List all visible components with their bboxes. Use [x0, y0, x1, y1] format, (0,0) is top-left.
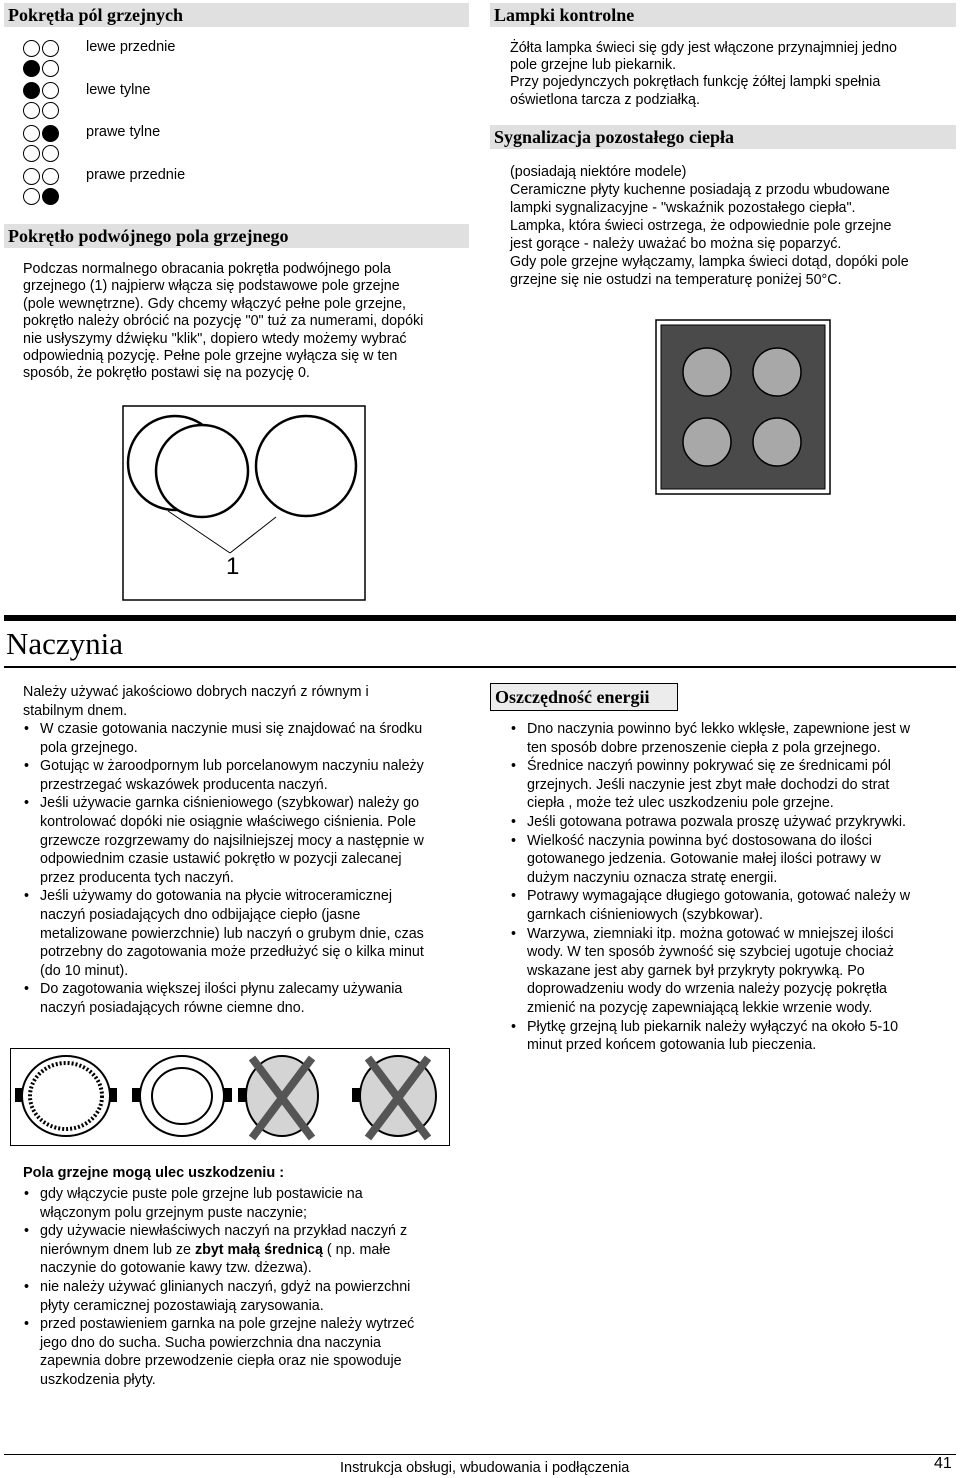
pots-section-title: Naczynia	[6, 626, 124, 661]
knob-label-right-rear: prawe tylne	[86, 124, 161, 140]
page-number: 41	[934, 1455, 952, 1472]
pots-intro: Należy używać jakościowo dobrych naczyń z równym i stabilnym dnem.	[23, 684, 369, 719]
list-item: • Jeśli używacie garnka ciśnieniowego (szybkowar) należy go kontrolować dopóki nie osiągnie właściwego ciśnienia. Pole grzewcze rozgrzewamy do najsilniejszej mocy a następnie w odpowiednim czasie ustawić pokrętło w pozycji zalecanej przez producenta tych naczyń.	[23, 794, 473, 887]
dual-zone-section-title: Pokrętło podwójnego pola grzejnego	[4, 224, 469, 248]
dual-zone-figure-label: 1	[226, 553, 240, 580]
lamps-text: Żółta lampka świeci się gdy jest włączone przynajmniej jedno pole grzejne lub piekarnik. Przy pojedynczych pokrętłach funkcję żółtej lampki spełnia oświetlona tarcza z podziałką.	[510, 40, 897, 108]
list-item: • Średnice naczyń powinny pokrywać się ze średnicami pól grzejnych. Jeśli naczynie jest zbyt małe dochodzi do strat ciepła , może też ulec uszkodzeniu pole grzejne.	[510, 757, 956, 813]
list-item: • gdy używacie niewłaściwych naczyń na przykład naczyń z nierównym dnem lub ze zbyt małą średnicą ( np. małe naczynie do gotowanie kawy tzw. dżezwa).	[23, 1222, 483, 1278]
list-item: • Płytkę grzejną lub piekarnik należy wyłączyć na około 5-10 minut przed końcem gotowania lub pieczenia.	[510, 1018, 956, 1055]
section-divider-thin	[4, 666, 956, 668]
list-item: • nie należy używać glinianych naczyń, gdyż na powierzchni płyty ceramicznej pozostawiają zarysowania.	[23, 1278, 483, 1315]
knob-label-left-front: lewe przednie	[86, 39, 176, 55]
list-item: • W czasie gotowania naczynie musi się znajdować na środku pola grzejnego.	[23, 720, 473, 757]
list-item: • Do zagotowania większej ilości płynu zalecamy używania naczyń posiadających równe ciemne dno.	[23, 980, 473, 1017]
cookware-illustration	[10, 1048, 450, 1146]
knob-label-right-front: prawe przednie	[86, 167, 186, 183]
footer-rule	[4, 1454, 956, 1455]
footer-text: Instrukcja obsługi, wbudowania i podłączenia	[340, 1460, 630, 1476]
list-item: • gdy włączycie puste pole grzejne lub postawicie na włączonym polu grzejnym puste naczynie;	[23, 1185, 483, 1222]
list-item: • przed postawieniem garnka na pole grzejne należy wytrzeć jego dno do sucha. Sucha powierzchnia dna naczynia zapewnia dobre przewodzenie ciepła oraz nie spowoduje uszkodzenia płyty.	[23, 1315, 483, 1389]
list-item: • Potrawy wymagające długiego gotowania, gotować należy w garnkach ciśnieniowych (szybkowar).	[510, 887, 956, 924]
list-item: • Gotując w żaroodpornym lub porcelanowym naczyniu należy przestrzegać wskazówek producenta naczyń.	[23, 757, 473, 794]
knobs-section-title: Pokrętła pól grzejnych	[4, 3, 469, 27]
knob-label-left-rear: lewe tylne	[86, 82, 151, 98]
list-item: • Warzywa, ziemniaki itp. można gotować w mniejszej ilości wody. W ten sposób żywność się szybciej ugotuje chociaż wskazane jest aby garnek był przykryty pokrywką. Po doprowadzeniu wody do wrzenia należy pozycję pokrętła zmienić na pozycję zapewniającą lekkie wrzenie wody.	[510, 925, 956, 1018]
section-divider	[4, 615, 956, 621]
list-item: • Jeśli używamy do gotowania na płycie witroceramicznej naczyń posiadających dno odbijające ciepło (jasne metalizowane powierzchnie) lub naczyń o grubym dnie, czas potrzebny do zagotowania może przedłużyć się o kilka minut (do 10 minut).	[23, 887, 473, 980]
residual-heat-section-title: Sygnalizacja pozostałego ciepła	[490, 125, 956, 149]
hob-illustration	[655, 319, 831, 495]
list-item: • Jeśli gotowana potrawa pozwala proszę używać przykrywki.	[510, 813, 956, 832]
list-item: • Dno naczynia powinno być lekko wklęsłe, zapewnione jest w ten sposób dobre przenoszenie ciepła z pola grzejnego.	[510, 720, 956, 757]
energy-saving-list	[510, 720, 956, 1055]
residual-heat-text: (posiadają niektóre modele) Ceramiczne płyty kuchenne posiadają z przodu wbudowane lampki sygnalizacyjne - "wskaźnik pozostałego ciepła". Lampka, która świeci ostrzega, że odpowiednie pole grzejne jest gorące - należy uważać bo można się poparzyć. Gdy pole grzejne wyłączamy, lampka świeci dotąd, dopóki pole grzejne się nie ostudzi na temperaturę poniżej 50°C.	[510, 164, 909, 288]
damage-title: Pola grzejne mogą ulec uszkodzeniu :	[23, 1165, 285, 1181]
dual-zone-text: Podczas normalnego obracania pokrętła podwójnego pola grzejnego (1) najpierw włącza się podstawowe pole grzejne (pole wewnętrzne). Gdy chcemy włączyć pełne pole grzejne, pokrętło należy obrócić na pozycję "0" tuż za numerami, dopóki nie usłyszymy dźwięku "klik", dopiero wtedy możemy wybrać odpowiednią pozycję. Pełne pole grzejne wyłącza się w ten sposób, że pokrętło postawi się na pozycję 0.	[23, 261, 424, 382]
dual-zone-illustration	[122, 405, 366, 601]
lamps-section-title: Lampki kontrolne	[490, 3, 956, 27]
energy-saving-section-title: Oszczędność energii	[490, 683, 678, 711]
pots-list	[23, 720, 473, 1018]
list-item: • Wielkość naczynia powinna być dostosowana do ilości gotowanego jedzenia. Gotowanie małej ilości potrawy w dużym naczyniu oznacza stratę energii.	[510, 832, 956, 888]
damage-list	[23, 1185, 483, 1390]
